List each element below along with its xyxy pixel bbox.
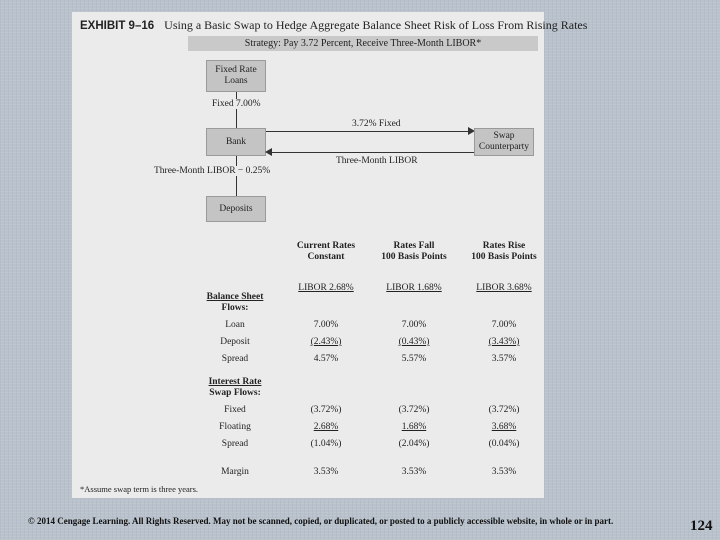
spread-current: 4.57%: [313, 354, 339, 364]
libor-rise: LIBOR 3.68%: [476, 283, 532, 293]
exhibit-title: [80, 18, 587, 33]
fixed-current: (3.72%): [310, 405, 342, 415]
row-label-loan: Loan: [225, 320, 245, 330]
strategy-banner: Strategy: Pay 3.72 Percent, Receive Three-Month LIBOR*: [188, 36, 538, 51]
balance-sheet-heading-line1: Balance Sheet: [206, 292, 264, 302]
row-label-swap-spread: Spread: [221, 439, 249, 449]
column-header-fall: [372, 241, 456, 263]
libor-fall: LIBOR 1.68%: [386, 283, 442, 293]
swap-spread-current: (1.04%): [310, 439, 342, 449]
fixed-rate-loans-box: [206, 60, 266, 92]
swap-counterparty-box: [474, 128, 534, 156]
column-header-line1: Current Rates: [296, 241, 356, 251]
balance-sheet-heading: [194, 292, 276, 314]
column-header-rise: [462, 241, 546, 263]
column-header-line1: Rates Fall: [393, 241, 435, 251]
swap-box-line2: Counterparty: [478, 142, 530, 152]
row-label-spread: Spread: [221, 354, 249, 364]
column-header-current: [286, 241, 366, 263]
floating-fall: 1.68%: [401, 422, 427, 432]
loan-current: 7.00%: [313, 320, 339, 330]
deposit-current: (2.43%): [310, 337, 342, 347]
swap-flows-heading: [194, 377, 276, 399]
spread-rise: 3.57%: [491, 354, 517, 364]
fixed-rise: (3.72%): [488, 405, 520, 415]
exhibit-title-text: Using a Basic Swap to Hedge Aggregate Balance Sheet Risk of Loss From Rising Rates: [164, 18, 588, 32]
row-label-floating: Floating: [219, 422, 251, 432]
footnote: *Assume swap term is three years.: [80, 484, 199, 494]
deposit-fall: (0.43%): [398, 337, 430, 347]
receive-libor-label: Three-Month LIBOR: [336, 156, 418, 166]
column-header-line2: 100 Basis Points: [471, 252, 537, 262]
fixed-rate-label: Fixed 7.00%: [212, 99, 261, 109]
column-header-line1: Rates Rise: [482, 241, 526, 251]
row-label-margin: Margin: [221, 467, 249, 477]
exhibit-label: EXHIBIT 9–16: [80, 20, 155, 32]
balance-sheet-heading-line2: Flows:: [221, 303, 249, 313]
page-number: 124: [690, 518, 713, 534]
swap-heading-line2: Swap Flows:: [209, 388, 261, 398]
column-header-line2: 100 Basis Points: [381, 252, 447, 262]
bank-to-deposits-line: [236, 156, 237, 196]
spread-fall: 5.57%: [401, 354, 427, 364]
loan-rise: 7.00%: [491, 320, 517, 330]
loan-fall: 7.00%: [401, 320, 427, 330]
swap-spread-fall: (2.04%): [398, 439, 430, 449]
deposit-rise: (3.43%): [488, 337, 520, 347]
margin-current: 3.53%: [313, 467, 339, 477]
row-label-fixed: Fixed: [224, 405, 246, 415]
receive-libor-arrow-line: [270, 152, 474, 153]
bank-box: Bank: [206, 128, 266, 156]
column-header-line2: Constant: [307, 252, 345, 262]
deposit-rate-label: Three-Month LIBOR − 0.25%: [154, 166, 271, 176]
pay-fixed-label: 3.72% Fixed: [352, 119, 401, 129]
loans-box-line1: Fixed Rate: [215, 65, 257, 75]
fixed-fall: (3.72%): [398, 405, 430, 415]
deposits-box: Deposits: [206, 196, 266, 222]
loans-box-line2: Loans: [224, 76, 248, 86]
margin-rise: 3.53%: [491, 467, 517, 477]
swap-spread-rise: (0.04%): [488, 439, 520, 449]
margin-fall: 3.53%: [401, 467, 427, 477]
swap-box-line1: Swap: [493, 131, 515, 141]
row-label-deposit: Deposit: [220, 337, 250, 347]
pay-fixed-arrow-line: [266, 131, 472, 132]
copyright-notice: © 2014 Cengage Learning. All Rights Reserved. May not be scanned, copied, or duplicated, or posted to a publicly accessible website, in whole or in part.: [28, 516, 614, 526]
libor-current: LIBOR 2.68%: [298, 283, 354, 293]
arrow-left-icon: [265, 148, 272, 156]
floating-rise: 3.68%: [491, 422, 517, 432]
loans-to-bank-line: [236, 92, 237, 128]
floating-current: 2.68%: [313, 422, 339, 432]
swap-heading-line1: Interest Rate: [208, 377, 262, 387]
